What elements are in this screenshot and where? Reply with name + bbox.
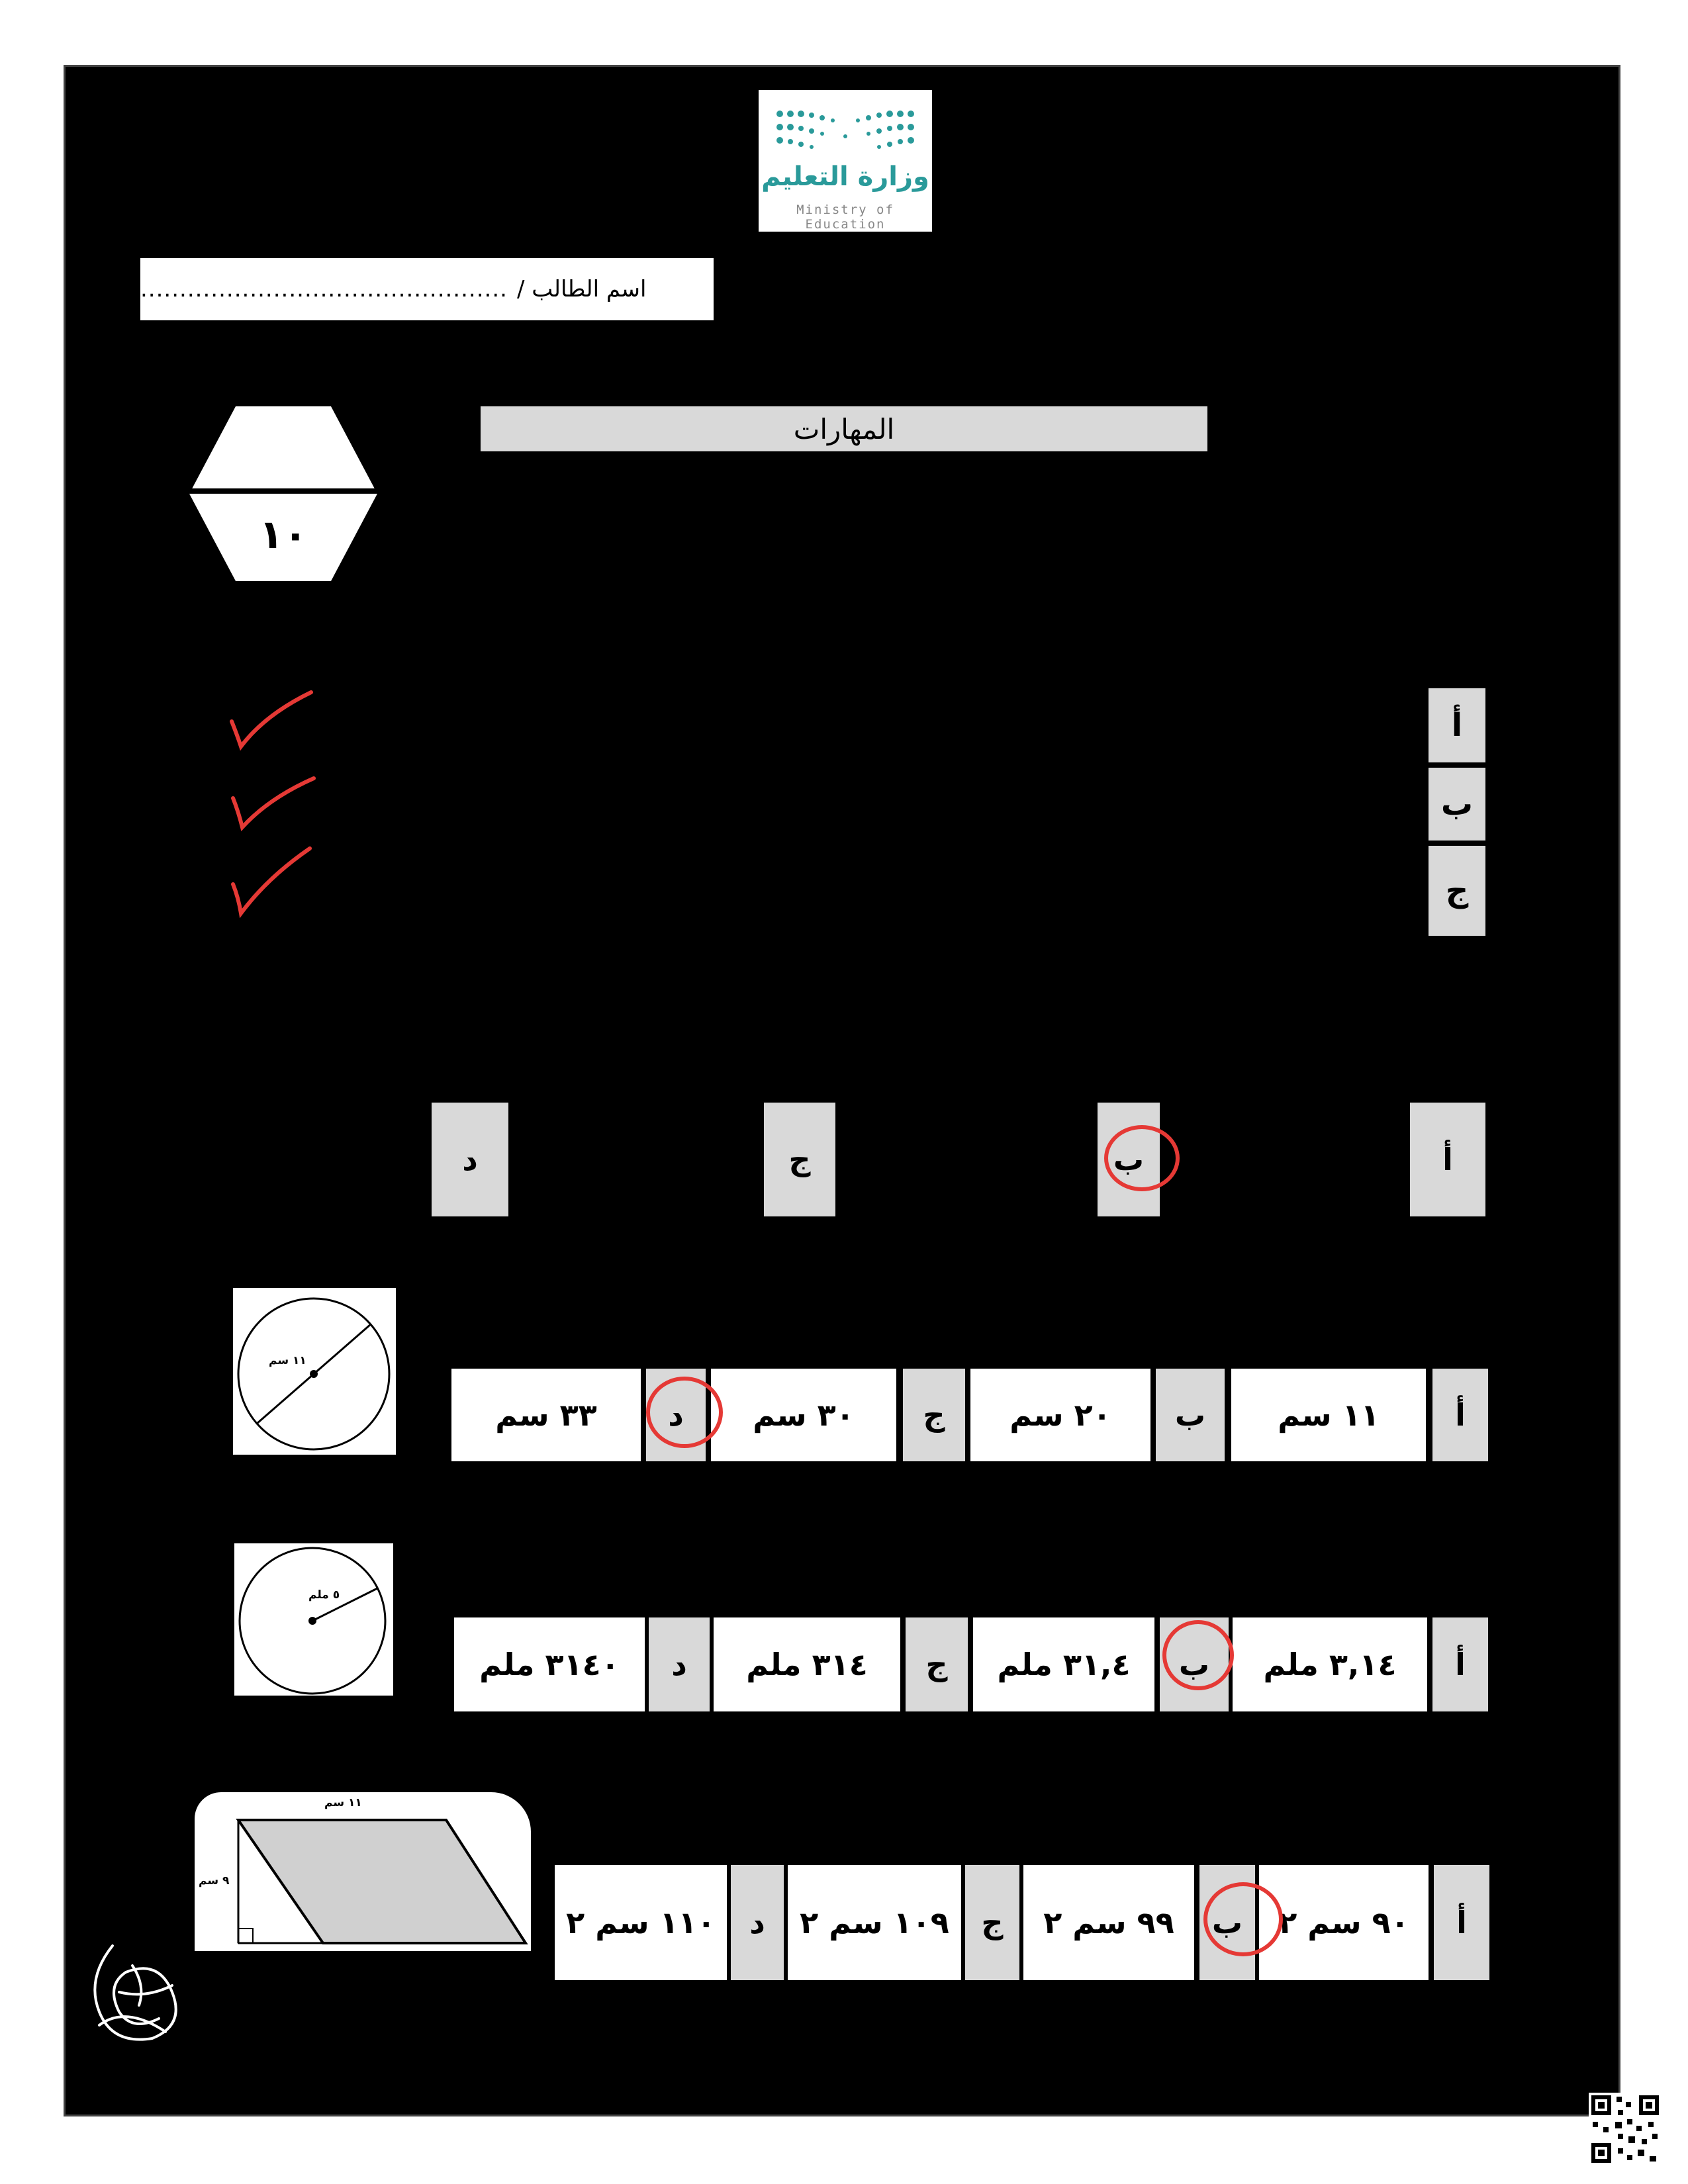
q1-letter-c[interactable]: ج (903, 1369, 965, 1461)
circle-radius-icon (234, 1543, 393, 1696)
q2-letter-d[interactable]: د (649, 1617, 710, 1711)
student-name-label: اسم الطالب / (516, 276, 647, 302)
side-option-a[interactable]: أ (1429, 688, 1485, 762)
red-check-icon (225, 772, 318, 851)
student-name-field[interactable] (140, 258, 714, 320)
q3-letter-a[interactable]: أ (1434, 1865, 1489, 1980)
q3-option-b[interactable]: ٩٩ سم ٢ (1023, 1865, 1194, 1980)
q3-option-c[interactable]: ١٠٩ سم ٢ (788, 1865, 961, 1980)
q3-option-d[interactable]: ١١٠ سم ٢ (555, 1865, 727, 1980)
q2-letter-c[interactable]: ج (906, 1617, 968, 1711)
q3-letter-b[interactable]: ب (1199, 1865, 1255, 1980)
row-option-d[interactable]: د (432, 1103, 508, 1216)
ministry-name-english: Ministry of Education (796, 203, 894, 232)
signature-scribble-icon (73, 1926, 199, 2058)
answer-circle-mark (646, 1377, 723, 1448)
q1-option-d[interactable]: ٣٣ سم (451, 1369, 641, 1461)
ministry-logo (759, 90, 932, 232)
side-option-c[interactable]: ج (1429, 846, 1485, 936)
q1-letter-d[interactable]: د (646, 1369, 706, 1461)
q2-option-a[interactable]: ٣,١٤ ملم (1233, 1617, 1427, 1711)
q3-option-a[interactable]: ٩٠ سم ٢ (1259, 1865, 1429, 1980)
figure-label: ١١ سم (269, 1354, 306, 1367)
figure-label-side: ٩ سم (199, 1874, 230, 1888)
student-name-dots: ............................................... (140, 276, 508, 302)
q3-letter-d[interactable]: د (731, 1865, 784, 1980)
qr-code-icon (1589, 2093, 1662, 2165)
score-value: ١٠ (259, 512, 308, 558)
q2-letter-a[interactable]: أ (1432, 1617, 1488, 1711)
red-check-icon (225, 688, 318, 768)
parallelogram-icon (195, 1792, 531, 1951)
circle-diameter-icon (233, 1288, 396, 1455)
answer-circle-mark (1162, 1620, 1234, 1690)
q1-option-a[interactable]: ١١ سم (1231, 1369, 1426, 1461)
figure-label: ٥ ملم (308, 1588, 340, 1602)
side-option-b[interactable]: ب (1429, 768, 1485, 841)
row-option-c[interactable]: ج (764, 1103, 835, 1216)
q2-letter-b[interactable]: ب (1160, 1617, 1229, 1711)
figure-label-top: ١١ سم (324, 1796, 362, 1809)
logo-dots-icon (759, 90, 932, 163)
circle-diameter-figure (233, 1288, 396, 1455)
parallelogram-figure (195, 1792, 531, 1951)
row-option-b[interactable]: ب (1098, 1103, 1160, 1216)
ministry-name-arabic: وزارة التعليم (761, 161, 929, 192)
red-check-icon (225, 844, 318, 924)
q2-option-c[interactable]: ٣١٤ ملم (714, 1617, 900, 1711)
q2-option-d[interactable]: ٣١٤٠ ملم (454, 1617, 645, 1711)
q1-option-c[interactable]: ٣٠ سم (711, 1369, 896, 1461)
row-option-a[interactable]: أ (1410, 1103, 1485, 1216)
q1-letter-b[interactable]: ب (1156, 1369, 1225, 1461)
circle-radius-figure (234, 1543, 393, 1696)
section-title: المهارات (481, 406, 1207, 451)
answer-circle-mark (1104, 1125, 1180, 1191)
q2-option-b[interactable]: ٣١,٤ ملم (973, 1617, 1154, 1711)
q1-letter-a[interactable]: أ (1432, 1369, 1488, 1461)
answer-circle-mark (1203, 1882, 1283, 1956)
q3-letter-c[interactable]: ج (965, 1865, 1019, 1980)
q1-option-b[interactable]: ٢٠ سم (970, 1369, 1150, 1461)
